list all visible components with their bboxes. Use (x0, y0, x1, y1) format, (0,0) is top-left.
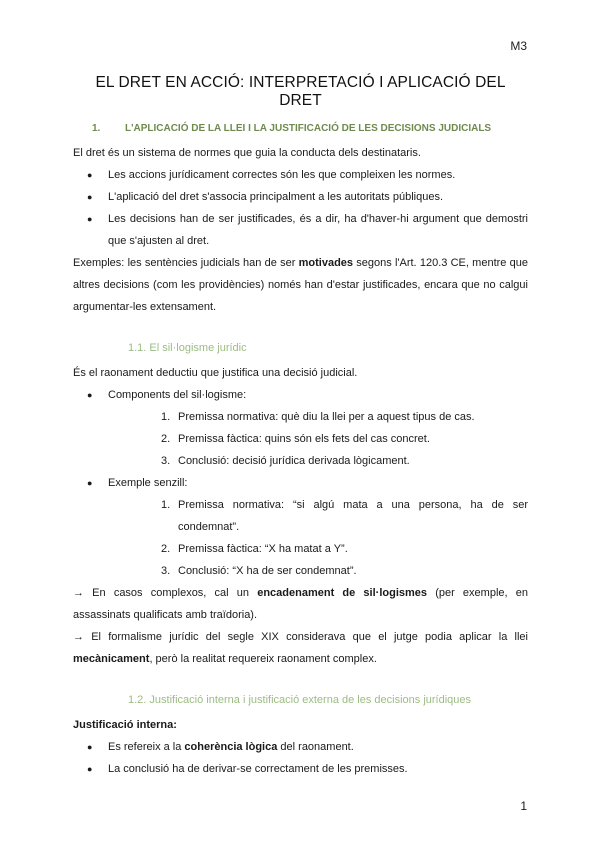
list-number: 2. (161, 433, 171, 445)
list-number: 3. (161, 455, 171, 467)
examples-text: Exemples: les sentències judicials han de ser (73, 257, 299, 269)
list-text: Premissa fàctica: quins són els fets del cas concret. (178, 433, 430, 445)
note-text: → El formalisme jurídic del segle XIX considerava que el jutge podia aplicar la llei (73, 631, 528, 643)
page-title: EL DRET EN ACCIÓ: INTERPRETACIÓ I APLICACIÓ DEL DRET (95, 74, 506, 109)
header-code: M3 (510, 39, 527, 53)
list-text: Conclusió: “X ha de ser condemnat”. (178, 565, 357, 577)
examples-bold: motivades (298, 257, 354, 269)
list-text: Premissa fàctica: “X ha matat a Y”. (178, 543, 348, 555)
examples-paragraph (73, 252, 528, 318)
section-1-bullets (73, 164, 528, 252)
list-item (73, 384, 528, 472)
syllogism-list (73, 384, 528, 582)
section-1-1-heading: 1.1. El sil·logisme jurídic (128, 342, 247, 354)
note-bold: mecànicament (73, 653, 150, 665)
section-1-heading (73, 123, 528, 134)
list-text: Es refereix a la (108, 741, 185, 753)
list-item (108, 560, 528, 582)
examples-text-end: segons l'Art. 120.3 CE, mentre que altres decisions (com les providències) només han d'estar justificades, encara que no calgui argumentar-les extensament. (73, 257, 528, 313)
internal-justification-label (73, 714, 528, 736)
list-item (108, 406, 528, 428)
list-item: ● La conclusió ha de derivar-se correctament de les premisses. (73, 758, 528, 780)
list-item (108, 538, 528, 560)
list-item (108, 450, 528, 472)
list-number: 2. (161, 543, 171, 555)
list-item: ● Les decisions han de ser justificades, és a dir, ha d'haver-hi argument que demostri que s'ajusten al dret. (73, 208, 528, 252)
example-list (108, 494, 528, 582)
note-text: → En casos complexos, cal un (73, 587, 258, 599)
page-number: 1 (520, 799, 527, 813)
list-text: Premissa normativa: “si algú mata a una persona, ha de ser condemnat”. (178, 499, 528, 533)
list-number: 3. (161, 565, 171, 577)
section-1-number: 1. (92, 123, 101, 134)
list-text-end: del raonament. (277, 741, 354, 753)
label-bold: Justificació interna: (73, 719, 177, 731)
note-chained-syllogisms (73, 582, 528, 626)
list-item (73, 472, 528, 582)
internal-justification-list (73, 736, 528, 780)
list-item: ● Les accions jurídicament correctes són les que compleixen les normes. (73, 164, 528, 186)
section-1-1-intro: És el raonament deductiu que justifica una decisió judicial. (73, 367, 358, 379)
list-number: 1. (161, 499, 171, 511)
list-item (108, 494, 528, 538)
note-bold: encadenament de sil·logismes (257, 587, 428, 599)
list-text: Conclusió: decisió jurídica derivada lògicament. (178, 455, 410, 467)
note-text-end: (per exemple, en assassinats qualificats amb traïdoria). (73, 587, 528, 621)
list-number: 1. (161, 411, 171, 423)
components-list (108, 406, 528, 472)
document-body (73, 74, 528, 780)
section-1-2-heading: 1.2. Justificació interna i justificació externa de les decisions jurídiques (128, 694, 472, 706)
list-item (73, 736, 528, 758)
note-formalism (73, 626, 528, 670)
list-item: ● L'aplicació del dret s'associa principalment a les autoritats públiques. (73, 186, 528, 208)
section-1-title: L'APLICACIÓ DE LA LLEI I LA JUSTIFICACIÓ DE LES DECISIONS JUDICIALS (125, 123, 492, 134)
section-1-intro: El dret és un sistema de normes que guia la conducta dels destinataris. (73, 147, 421, 159)
list-item (108, 428, 528, 450)
components-label: Components del sil·logisme: (108, 389, 247, 401)
list-text: Premissa normativa: què diu la llei per a aquest tipus de cas. (178, 411, 475, 423)
note-text-end: , però la realitat requereix raonament complex. (149, 653, 377, 665)
example-label: Exemple senzill: (108, 477, 188, 489)
list-bold: coherència lògica (184, 741, 278, 753)
